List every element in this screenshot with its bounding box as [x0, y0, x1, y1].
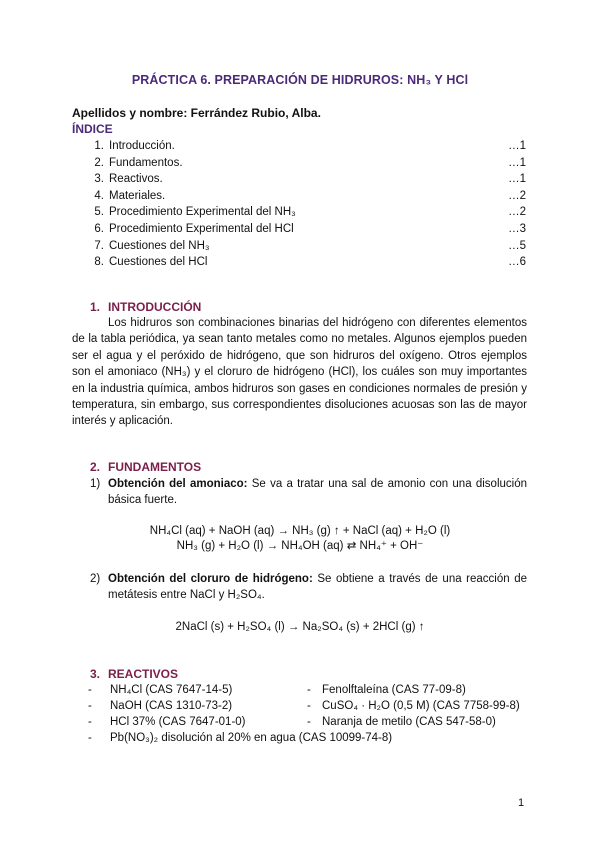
list-dash: -: [88, 700, 92, 712]
toc-item[interactable]: [90, 254, 526, 271]
equation-ammonia-2: NH₃ (g) + H₂O (l) → NH₄OH (aq) ⇄ NH₄⁺ + OH⁻: [176, 540, 424, 552]
toc-entry: Procedimiento Experimental del NH₃: [109, 206, 296, 219]
toc-item[interactable]: [90, 155, 526, 172]
section-number: 2.: [90, 460, 101, 474]
fundamento-text: Se va a tratar una sal de amonio con una disolución básica fuerte.: [108, 478, 527, 507]
fundamento-amoniaco: [90, 476, 527, 509]
toc-item[interactable]: [90, 188, 526, 205]
intro-paragraph: [72, 315, 527, 430]
toc-item[interactable]: [90, 238, 526, 255]
section-heading-reactivos: [90, 667, 178, 681]
toc-entry: Cuestiones del HCl: [109, 256, 208, 269]
list-dash: -: [307, 716, 311, 728]
author-line: Apellidos y nombre: Ferrández Rubio, Alba.: [72, 106, 321, 120]
toc-page: …5: [508, 239, 526, 252]
reagent-name: NaOH (CAS 1310-73-2): [110, 700, 233, 712]
toc-page: …1: [508, 156, 526, 169]
toc-page: …1: [508, 173, 526, 186]
toc-entry: Materiales.: [109, 189, 166, 202]
toc-number: 3.: [94, 173, 104, 186]
fundamento-cloruro: [90, 571, 527, 604]
list-dash: -: [88, 732, 92, 744]
fundamento-title: Obtención del cloruro de hidrógeno:: [108, 573, 313, 585]
list-dash: -: [88, 684, 92, 696]
toc-page: …2: [508, 206, 526, 219]
toc-entry: Cuestiones del NH₃: [109, 239, 210, 252]
section-number: 1.: [90, 300, 101, 314]
section-title: INTRODUCCIÓN: [108, 300, 202, 314]
toc-number: 8.: [94, 256, 104, 269]
toc-page: …3: [508, 222, 526, 235]
toc-number: 6.: [94, 222, 104, 235]
section-number: 3.: [90, 667, 101, 681]
toc-item[interactable]: [90, 171, 526, 188]
section-heading-introduccion: [90, 300, 201, 314]
toc-page: …2: [508, 189, 526, 202]
section-title: FUNDAMENTOS: [108, 460, 202, 474]
list-dash: -: [88, 716, 92, 728]
document-title: PRÁCTICA 6. PREPARACIÓN DE HIDRUROS: NH₃ Y HCl: [131, 73, 469, 87]
list-dash: -: [307, 684, 311, 696]
section-title: REACTIVOS: [108, 667, 179, 681]
fundamento-title: Obtención del amoniaco:: [108, 478, 248, 490]
toc-entry: Fundamentos.: [109, 156, 183, 169]
toc-page: …6: [508, 256, 526, 269]
toc-item[interactable]: [90, 138, 526, 155]
reagent-name: NH₄Cl (CAS 7647-14-5): [110, 684, 233, 696]
index-heading: ÍNDICE: [72, 122, 113, 136]
reagent-name: CuSO₄ · H₂O (0,5 M) (CAS 7758-99-8): [322, 700, 520, 712]
reagent-name: Pb(NO₃)₂ disolución al 20% en agua (CAS 10099-74-8): [110, 732, 393, 744]
equation-ammonia-1: NH₄Cl (aq) + NaOH (aq) → NH₃ (g) ↑ + NaCl (aq) + H₂O (l): [149, 525, 451, 537]
toc-number: 2.: [94, 156, 104, 169]
fundamento-text: Se obtiene a través de una reacción de metátesis entre NaCl y H₂SO₄.: [108, 573, 527, 602]
table-of-contents: [90, 138, 526, 271]
toc-number: 4.: [94, 189, 104, 202]
toc-number: 7.: [94, 239, 104, 252]
equation-hcl: 2NaCl (s) + H₂SO₄ (l) → Na₂SO₄ (s) + 2HCl (g) ↑: [175, 621, 425, 633]
toc-entry: Reactivos.: [109, 173, 163, 186]
reagent-name: Fenolftaleína (CAS 77-09-8): [322, 684, 466, 696]
reagent-name: HCl 37% (CAS 7647-01-0): [110, 716, 246, 728]
toc-entry: Procedimiento Experimental del HCl: [109, 222, 294, 235]
toc-page: …1: [508, 140, 526, 152]
list-marker: 1): [90, 478, 101, 490]
list-marker: 2): [90, 573, 101, 585]
toc-number: 5.: [94, 206, 104, 219]
page-number: 1: [518, 797, 525, 809]
intro-text: Los hidruros son combinaciones binarias del hidrógeno con diferentes elementos de la tabla periódica, ya sean tanto metales como no metales. Algunos ejemplos pueden ser el agua y el peróxido de hidrógeno, que son hidruros del oxígeno. Otros ejemplos son el amoniaco (NH₃) y el cloruro de hidrógeno (HCl), los cuáles son muy importantes en la industria química, ambos hidruros son gases en condiciones normales de presión y temperatura, sin embargo, sus correspondientes disoluciones acuosas son las de mayor interés y aplicación.: [72, 317, 527, 428]
toc-item[interactable]: [90, 221, 526, 238]
toc-item[interactable]: [90, 204, 526, 221]
list-dash: -: [307, 700, 311, 712]
reagent-name: Naranja de metilo (CAS 547-58-0): [322, 716, 496, 728]
toc-number: 1.: [94, 140, 104, 152]
section-heading-fundamentos: [90, 460, 201, 474]
toc-entry: Introducción.: [109, 140, 175, 152]
